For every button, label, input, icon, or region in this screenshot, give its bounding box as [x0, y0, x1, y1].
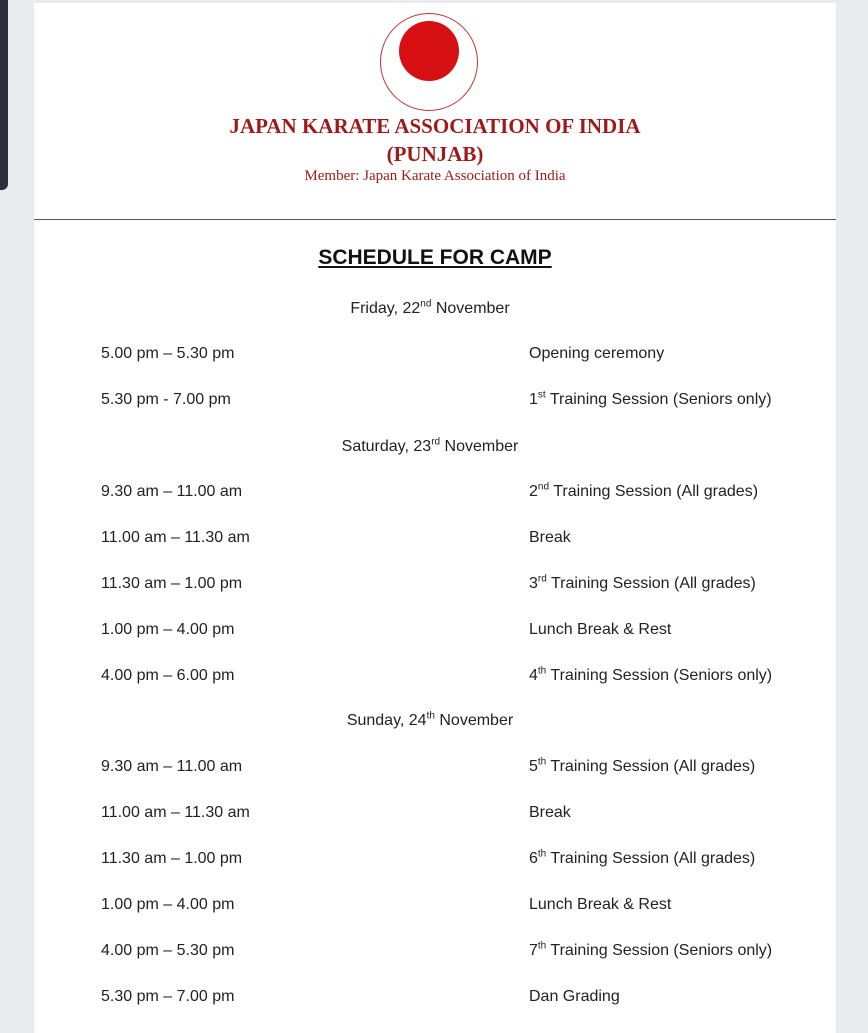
schedule-row	[34, 529, 836, 551]
document-page	[34, 3, 836, 1033]
row-activity: 6th Training Session (All grades)	[529, 848, 756, 867]
row-activity: Opening ceremony	[529, 345, 665, 362]
row-activity: 4th Training Session (Seniors only)	[529, 665, 773, 684]
schedule-row	[34, 850, 836, 872]
row-time: 4.00 pm – 6.00 pm	[101, 667, 235, 684]
row-time: 11.30 am – 1.00 pm	[101, 850, 243, 867]
row-time: 1.00 pm – 4.00 pm	[101, 621, 235, 638]
row-activity: 2nd Training Session (All grades)	[529, 481, 759, 500]
schedule-row	[34, 483, 836, 505]
schedule-row	[34, 391, 836, 413]
row-time: 5.00 pm – 5.30 pm	[101, 345, 235, 362]
schedule-row	[34, 758, 836, 780]
org-membership: Member: Japan Karate Association of India	[304, 168, 566, 184]
row-activity: 1st Training Session (Seniors only)	[529, 389, 772, 408]
schedule-row	[34, 988, 836, 1010]
row-activity: Break	[529, 529, 571, 546]
window-edge-strip	[0, 0, 8, 190]
logo-red-circle	[399, 21, 459, 81]
row-time: 11.00 am – 11.30 am	[101, 529, 250, 546]
row-activity: Break	[529, 804, 571, 821]
row-time: 5.30 pm – 7.00 pm	[101, 988, 235, 1005]
org-region: (PUNJAB)	[386, 142, 484, 166]
row-time: 4.00 pm – 5.30 pm	[101, 942, 235, 959]
row-activity: Lunch Break & Rest	[529, 621, 672, 638]
row-time: 9.30 am – 11.00 am	[101, 758, 243, 775]
row-activity: 3rd Training Session (All grades)	[529, 573, 756, 592]
day-heading-friday: Friday, 22nd November	[350, 298, 510, 317]
org-name: JAPAN KARATE ASSOCIATION OF INDIA	[229, 114, 641, 138]
row-activity: 5th Training Session (All grades)	[529, 756, 756, 775]
header-divider	[34, 219, 836, 220]
row-activity: Dan Grading	[529, 988, 620, 1005]
row-time: 1.00 pm – 4.00 pm	[101, 896, 235, 913]
row-time: 11.00 am – 11.30 am	[101, 804, 250, 821]
row-time: 5.30 pm - 7.00 pm	[101, 391, 231, 408]
day-heading-sunday: Sunday, 24th November	[346, 710, 514, 729]
row-time: 9.30 am – 11.00 am	[101, 483, 243, 500]
schedule-row	[34, 942, 836, 964]
schedule-title: SCHEDULE FOR CAMP	[318, 246, 552, 269]
row-activity: 7th Training Session (Seniors only)	[529, 940, 773, 959]
row-time: 11.30 am – 1.00 pm	[101, 575, 243, 592]
schedule-row	[34, 896, 836, 918]
schedule-row	[34, 345, 836, 367]
row-activity: Lunch Break & Rest	[529, 896, 672, 913]
schedule-row	[34, 804, 836, 826]
day-heading-saturday: Saturday, 23rd November	[341, 436, 519, 455]
schedule-row	[34, 575, 836, 597]
schedule-row	[34, 621, 836, 643]
jka-logo-icon	[380, 13, 478, 111]
schedule-row	[34, 667, 836, 689]
